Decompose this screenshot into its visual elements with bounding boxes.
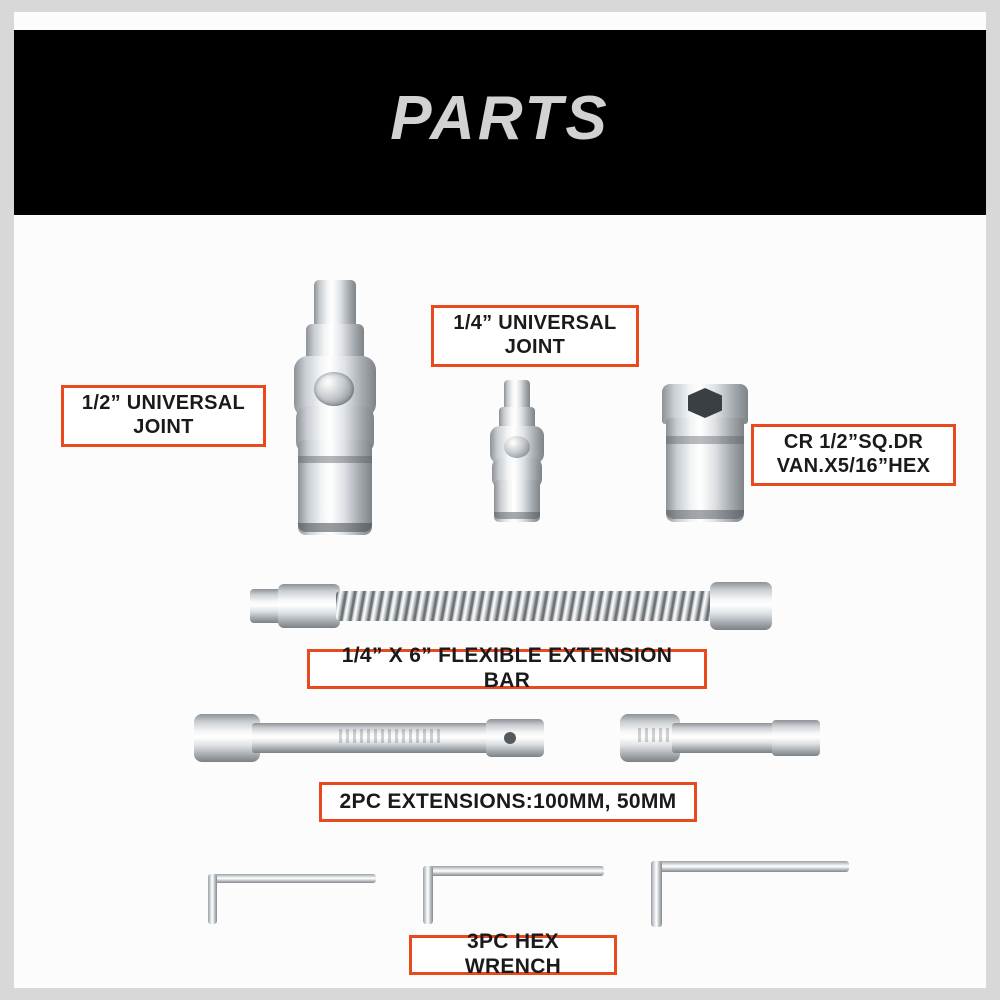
spring-shaft xyxy=(336,591,718,621)
extension-head xyxy=(194,714,260,762)
image-canvas xyxy=(14,12,986,988)
callout-extensions: 2PC EXTENSIONS:100MM, 50MM xyxy=(319,782,697,822)
hex-wrench-small-image xyxy=(200,870,376,930)
hex-wrench-long-arm xyxy=(423,866,604,876)
callout-half-universal-joint xyxy=(61,385,266,447)
extension-bar-50mm-image xyxy=(620,712,820,764)
socket-groove-lower xyxy=(666,510,744,519)
extension-bar-100mm-image xyxy=(194,712,544,764)
flexible-extension-bar-image xyxy=(250,577,772,635)
extension-etching xyxy=(339,729,444,743)
joint-pivot xyxy=(504,436,530,458)
callout-hex-wrench: 3PC HEX WRENCH xyxy=(409,935,617,975)
left-collar xyxy=(278,584,340,628)
callout-flexible-extension-bar: 1/4” X 6” FLEXIBLE EXTENSION BAR xyxy=(307,649,707,689)
extension-tip xyxy=(772,720,820,756)
universal-joint-small-image xyxy=(484,380,550,522)
hex-wrench-large-image xyxy=(641,857,849,933)
callout-line-1: 1/4” UNIVERSAL xyxy=(453,312,617,335)
joint-band-lower xyxy=(298,523,372,532)
socket-adapter-image xyxy=(662,384,748,522)
hex-wrench-short-arm xyxy=(651,861,662,927)
right-collar xyxy=(710,582,772,630)
callout-quarter-universal-joint xyxy=(431,305,639,367)
callout-line-2: JOINT xyxy=(133,416,194,438)
hex-wrench-long-arm xyxy=(208,874,376,883)
socket-groove-upper xyxy=(666,436,744,444)
joint-pivot xyxy=(314,372,354,406)
joint-band-lower xyxy=(494,512,540,519)
extension-shaft xyxy=(672,723,778,753)
extension-detent-hole xyxy=(504,732,516,744)
callout-cr-socket-adapter xyxy=(751,424,956,486)
hex-wrench-short-arm xyxy=(208,874,217,924)
callout-line-1: CR 1/2”SQ.DR xyxy=(783,431,924,454)
socket-body xyxy=(666,418,744,522)
callout-line-1: 1/2” UNIVERSAL xyxy=(81,392,246,415)
callout-line-2: VAN.X5/16”HEX xyxy=(776,455,931,477)
joint-barrel xyxy=(298,440,372,535)
hex-wrench-long-arm xyxy=(651,861,849,872)
universal-joint-large-image xyxy=(286,280,384,535)
callout-line-2: JOINT xyxy=(504,336,566,358)
page-title: PARTS xyxy=(390,84,610,153)
hex-wrench-short-arm xyxy=(423,866,433,924)
joint-band-upper xyxy=(298,456,372,463)
header-banner xyxy=(14,30,986,215)
hex-wrench-medium-image xyxy=(414,862,604,930)
